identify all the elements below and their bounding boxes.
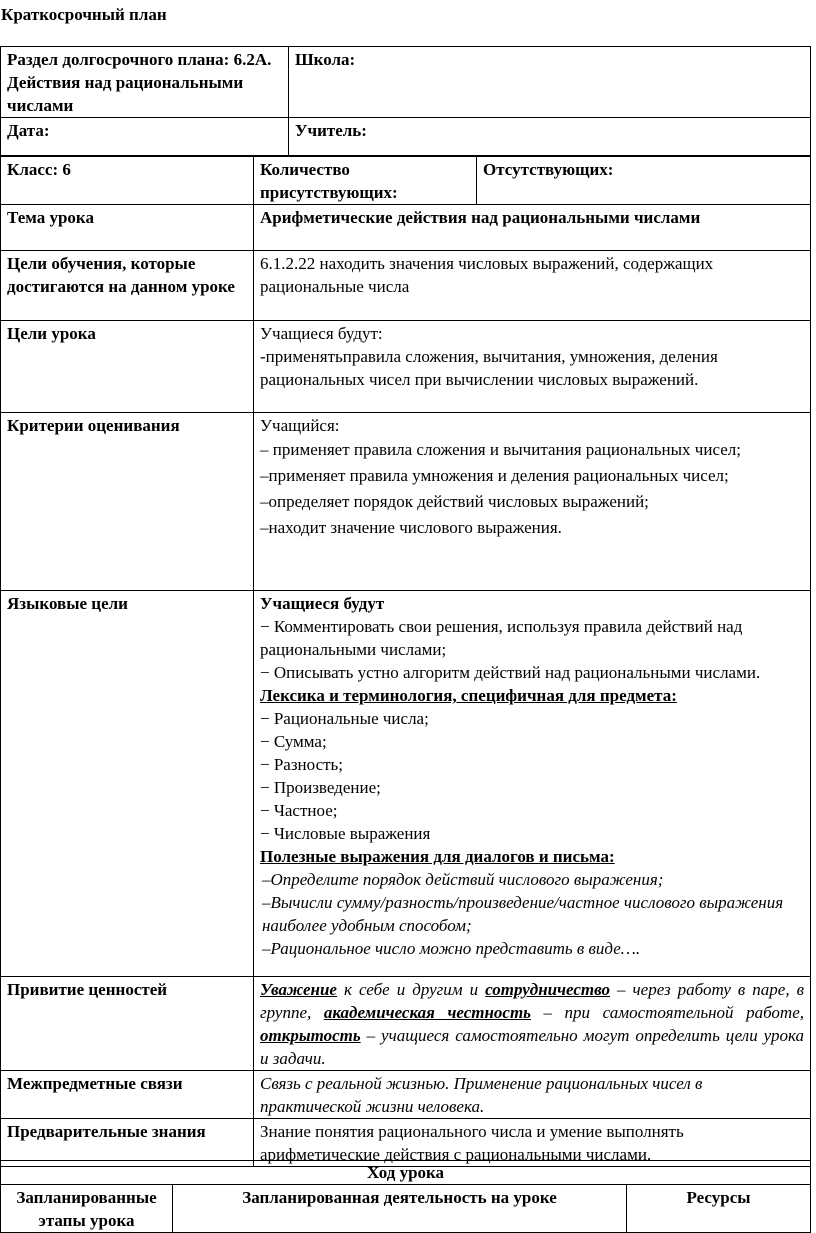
- criteria-line: –применяет правила умножения и деления рациональных чисел;: [260, 466, 729, 485]
- class-cell: Класс: 6: [1, 157, 254, 205]
- criteria-value: [254, 413, 811, 591]
- lesson-goals-line: Учащиеся будут:: [260, 324, 383, 343]
- learning-goals-value: 6.1.2.22 находить значения числовых выражений, содержащих рациональные числа: [254, 251, 811, 321]
- values-word-respect: Уважение: [260, 980, 337, 999]
- stages-header: Запланированные этапы урока: [1, 1185, 173, 1233]
- cross-links-label: Межпредметные связи: [1, 1071, 254, 1119]
- values-value: [254, 977, 811, 1071]
- values-word-honesty: академическая честность: [323, 1003, 531, 1022]
- vocab-item: − Сумма;: [260, 732, 327, 751]
- school-cell: Школа:: [289, 47, 811, 118]
- values-text: – через работу в паре, в группе,: [260, 980, 804, 1022]
- topic-value: Арифметические действия над рациональными числами: [254, 205, 811, 251]
- document-title: Краткосрочный план: [1, 5, 167, 24]
- topic-label: Тема урока: [1, 205, 254, 251]
- phrases-heading: Полезные выражения для диалогов и письма:: [260, 847, 615, 866]
- resources-header: Ресурсы: [627, 1185, 811, 1233]
- vocab-item: − Произведение;: [260, 778, 381, 797]
- criteria-label: Критерии оценивания: [1, 413, 254, 591]
- section-cell: Раздел долгосрочного плана: 6.2А. Действия над рациональными числами: [1, 47, 289, 118]
- language-goals-heading: Учащиеся будут: [260, 594, 385, 613]
- cross-links-value: Связь с реальной жизнью. Применение рациональных чисел в практической жизни человека.: [254, 1071, 811, 1119]
- lesson-flow-table: [0, 1160, 811, 1233]
- lesson-goals-label: Цели урока: [1, 321, 254, 413]
- plan-table: [0, 156, 811, 1167]
- values-word-cooperation: сотрудничество: [485, 980, 610, 999]
- language-goals-value: [254, 591, 811, 977]
- criteria-line: Учащийся:: [260, 416, 340, 435]
- present-count-cell: Количество присутствующих:: [254, 157, 477, 205]
- date-cell: Дата:: [1, 118, 289, 156]
- vocab-item: − Числовые выражения: [260, 824, 431, 843]
- phrase-item: –Рациональное число можно представить в виде….: [262, 939, 641, 958]
- values-text: – учащиеся самостоятельно могут определить цели урока и задачи.: [260, 1026, 804, 1068]
- values-text: к себе и другим и: [336, 980, 486, 999]
- criteria-line: –находит значение числового выражения.: [260, 518, 562, 537]
- vocab-item: − Разность;: [260, 755, 344, 774]
- prior-knowledge-value: Знание понятия рационального числа и умение выполнять арифметические действия с рациональными числами.: [254, 1119, 811, 1167]
- values-label: Привитие ценностей: [1, 977, 254, 1071]
- vocab-item: − Рациональные числа;: [260, 709, 429, 728]
- criteria-line: –определяет порядок действий числовых выражений;: [260, 492, 649, 511]
- teacher-cell: Учитель:: [289, 118, 811, 156]
- header-table: [0, 46, 811, 156]
- values-word-openness: открытость: [260, 1026, 361, 1045]
- prior-knowledge-label: Предварительные знания: [1, 1119, 254, 1167]
- absent-count-cell: Отсутствующих:: [477, 157, 811, 205]
- lesson-goals-value: [254, 321, 811, 413]
- language-goal-item: − Описывать устно алгоритм действий над рациональными числами.: [260, 663, 761, 682]
- criteria-line: – применяет правила сложения и вычитания рациональных чисел;: [260, 440, 741, 459]
- vocab-heading: Лексика и терминология, специфичная для предмета:: [260, 686, 677, 705]
- phrase-item: –Вычисли сумму/разность/произведение/частное числового выражения наиболее удобным способом;: [262, 893, 784, 935]
- vocab-item: − Частное;: [260, 801, 338, 820]
- activity-header: Запланированная деятельность на уроке: [173, 1185, 627, 1233]
- learning-goals-label: Цели обучения, которые достигаются на данном уроке: [1, 251, 254, 321]
- lesson-goals-line: -применятьправила сложения, вычитания, умножения, деления рациональных чисел при вычислении числовых выражений.: [260, 347, 718, 389]
- lesson-flow-title: Ход урока: [1, 1161, 811, 1185]
- language-goal-item: − Комментировать свои решения, используя правила действий над рациональными числами;: [260, 617, 743, 659]
- phrase-item: –Определите порядок действий числового выражения;: [262, 870, 664, 889]
- language-goals-label: Языковые цели: [1, 591, 254, 977]
- values-text: – при самостоятельной работе,: [530, 1003, 804, 1022]
